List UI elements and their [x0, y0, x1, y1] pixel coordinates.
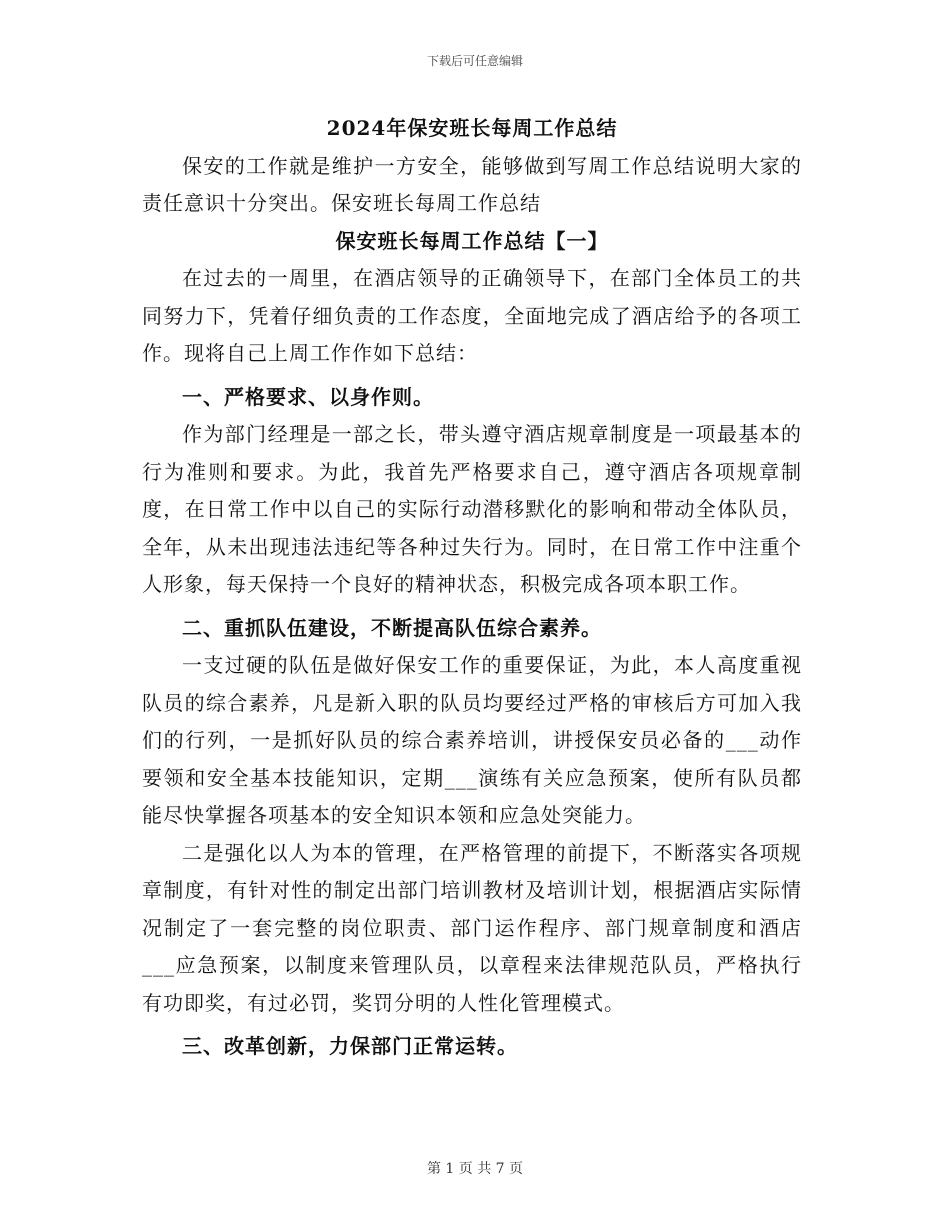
page-header: 下载后可任意编辑 [426, 54, 523, 68]
heading-two: 二、重抓队伍建设，不断提高队伍综合素养。 [182, 615, 602, 640]
paragraph: 在过去的一周里，在酒店领导的正确领导下，在部门全体员工的共同努力下，凭着仔细负责的工作态度，全面地完成了酒店给予的各项工作。现将自己上周工作作如下总结： [142, 266, 802, 365]
paragraph: 一支过硬的队伍是做好保安工作的重要保证，为此，本人高度重视队员的综合素养，凡是新入职的队员均要经过严格的审核后方可加入我们的行列，一是抓好队员的综合素养培训，讲授保安员必备的___动作要领和安全基本技能知识，定期___演练有关应急预案，使所有队员都能尽快掌握各项基本的安全知识本领和应急处突能力。 [142, 653, 802, 827]
heading-one: 一、严格要求、以身作则。 [182, 384, 434, 409]
section-title: 保安班长每周工作总结【一】 [335, 228, 609, 253]
paragraph: 作为部门经理是一部之长，带头遵守酒店规章制度是一项最基本的行为准则和要求。为此，我首先严格要求自己，遵守酒店各项规章制度，在日常工作中以自己的实际行动潜移默化的影响和带动全体队员，全年，从未出现违法违纪等各种过失行为。同时，在日常工作中注重个人形象，每天保持一个良好的精神状态，积极完成各项本职工作。 [142, 422, 802, 596]
page-footer: 第 1 页 共 7 页 [426, 1161, 524, 1177]
document-title: 2024年保安班长每周工作总结 [326, 116, 618, 140]
heading-three: 三、改革创新，力保部门正常运转。 [182, 1034, 518, 1058]
intro-paragraph: 保安的工作就是维护一方安全，能够做到写周工作总结说明大家的责任意识十分突出。保安班长每周工作总结 [142, 153, 802, 215]
document-body [142, 110, 802, 1066]
paragraph: 二是强化以人为本的管理，在严格管理的前提下，不断落实各项规章制度，有针对性的制定出部门培训教材及培训计划，根据酒店实际情况制定了一套完整的岗位职责、部门运作程序、部门规章制度和酒店___应急预案，以制度来管理队员，以章程来法律规范队员，严格执行有功即奖，有过必罚，奖罚分明的人性化管理模式。 [142, 840, 802, 1015]
